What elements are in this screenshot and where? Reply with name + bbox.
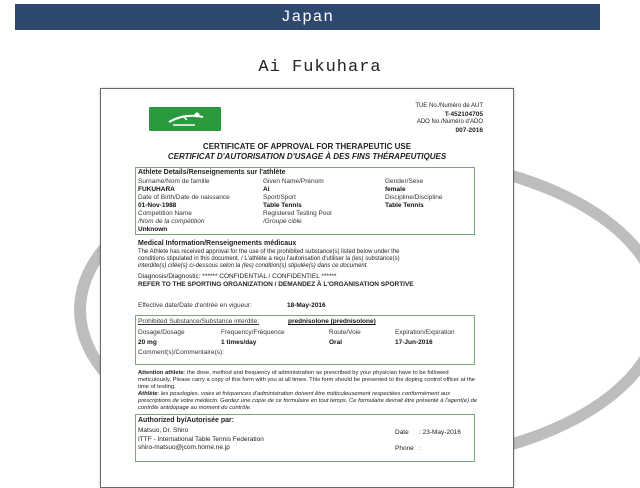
- auth-date-label: Date: [395, 429, 409, 436]
- sport-label: Sport/Sport: [263, 194, 296, 201]
- country-name: Japan: [280, 8, 334, 26]
- gender-value: female: [385, 186, 406, 193]
- substance-label: Prohibited Substance/Substance interdite:: [138, 318, 260, 325]
- frequency-value: 1 times/day: [221, 339, 257, 346]
- attention-fr: [138, 391, 478, 413]
- authorizer-organization: ITTF - International Table Tennis Federation: [138, 436, 264, 443]
- auth-date-value: : 23-May-2016: [419, 429, 461, 436]
- tue-certificate: [100, 88, 514, 488]
- surname-label: Surname/Nom de famille: [138, 178, 210, 185]
- competition-label-fr: /Nom de la compétition: [138, 218, 205, 225]
- medical-text-1: The Athlete has received approval for the use of the prohibited substance(s) listed below under the: [138, 249, 400, 255]
- certificate-title-fr: CERTIFICAT D'AUTORISATION D'USAGE À DES FINS THÉRAPEUTIQUES: [167, 152, 447, 161]
- route-value: Oral: [329, 339, 343, 346]
- competition-value: Unknown: [138, 226, 168, 233]
- attention-en-text: : the dose, method and frequency of administration as prescribed by your physician have to be followed meticulously. Please carry a copy of this form with you at all times. This form should be presented to the doping control officer at the time of testing.: [138, 370, 476, 391]
- substance-value: prednisolone (prednisolone): [288, 318, 376, 325]
- competition-label: Competition Name: [138, 210, 192, 217]
- ado-number-value: 007-2016: [455, 127, 483, 134]
- effective-date-label: Effective date/Date d'entrée en vigueur:: [138, 302, 252, 309]
- given-name-value: Ai: [263, 186, 270, 193]
- ittf-logo-icon: [149, 107, 221, 131]
- dosage-value: 20 mg: [138, 339, 157, 346]
- refer-line: REFER TO THE SPORTING ORGANIZATION / DEMANDEZ À L'ORGANISATION SPORTIVE: [138, 281, 414, 288]
- authorizer-name: Matsuo, Dr. Shiro: [138, 427, 189, 434]
- effective-date-value: 18-May-2016: [287, 302, 326, 309]
- dob-value: 01-Nov-1988: [138, 202, 177, 209]
- certificate-title-en: CERTIFICATE OF APPROVAL FOR THERAPEUTIC USE: [202, 142, 412, 151]
- route-label: Route/Voie: [329, 329, 361, 336]
- comments-label: Comment(s)/Commentaire(s):: [138, 349, 224, 356]
- given-name-label: Given Name/Prénom: [263, 178, 324, 185]
- athlete-details-heading: Athlete Details/Renseignements sur l'athlète: [138, 169, 286, 176]
- ado-number-label: ADO No./Numéro d'ADO: [416, 119, 483, 125]
- tue-number-label: TUE No./Numéro de AUT: [415, 103, 483, 109]
- dosage-label: Dosage/Dosage: [138, 329, 185, 336]
- medical-info-heading: Medical Information/Renseignements médicaux: [138, 240, 297, 247]
- phone-label: Phone: [395, 445, 414, 452]
- dob-label: Date of Birth/Date de naissance: [138, 194, 230, 201]
- ittf-logo: [149, 107, 221, 131]
- sport-value: Table Tennis: [263, 202, 302, 209]
- expiration-value: 17-Jun-2016: [395, 339, 433, 346]
- authorized-by-heading: Authorized by/Autorisée par:: [138, 417, 235, 424]
- attention-en: [138, 370, 478, 392]
- authorizer-email[interactable]: shiro-matsuo@jcom.home.ne.jp: [138, 444, 230, 451]
- athlete-name-heading: Ai Fukuhara: [258, 58, 382, 77]
- medical-text-2: conditions stipulated in this document. / L'athlète a reçu l'autorisation d'utiliser la (les) substance(s): [138, 256, 400, 262]
- phone-value: :: [419, 445, 421, 452]
- diagnosis-line: Diagnosis/Diagnostic: ****** CONFIDENTIAL / CONFIDENTIEL ******: [138, 273, 337, 280]
- attention-fr-text: : les posologies, voies et fréquences d'administration doivent être méticuleusement respectées conformément aux prescriptions de votre médecin. Gardez une copie de ce formulaire en tout temps. Ce formulaire devrait être présenté à l'agent(e) de contrôle antidopage au moment du contrôle.: [138, 391, 478, 412]
- discipline-label: Discipline/Discipline: [385, 194, 443, 201]
- country-banner: [15, 4, 600, 30]
- testing-pool-label-fr: /Groupe cible: [263, 218, 302, 225]
- frequency-label: Frequency/Fréquence: [221, 329, 285, 336]
- testing-pool-label: Registered Testing Pool: [263, 210, 332, 217]
- discipline-value: Table Tennis: [385, 202, 424, 209]
- gender-label: Gender/Sexe: [385, 178, 424, 185]
- expiration-label: Expiration/Expiration: [395, 329, 455, 336]
- medical-text-3: interdite(s) citée(s) ci-dessous selon la (les) condition(s) stipulée(s) dans ce document.: [138, 263, 369, 269]
- tue-number-value: T-452104705: [444, 111, 483, 118]
- attention-en-bold: Attention athlete: [138, 370, 184, 376]
- surname-value: FUKUHARA: [138, 186, 175, 193]
- attention-fr-bold: Athlète: [138, 391, 158, 397]
